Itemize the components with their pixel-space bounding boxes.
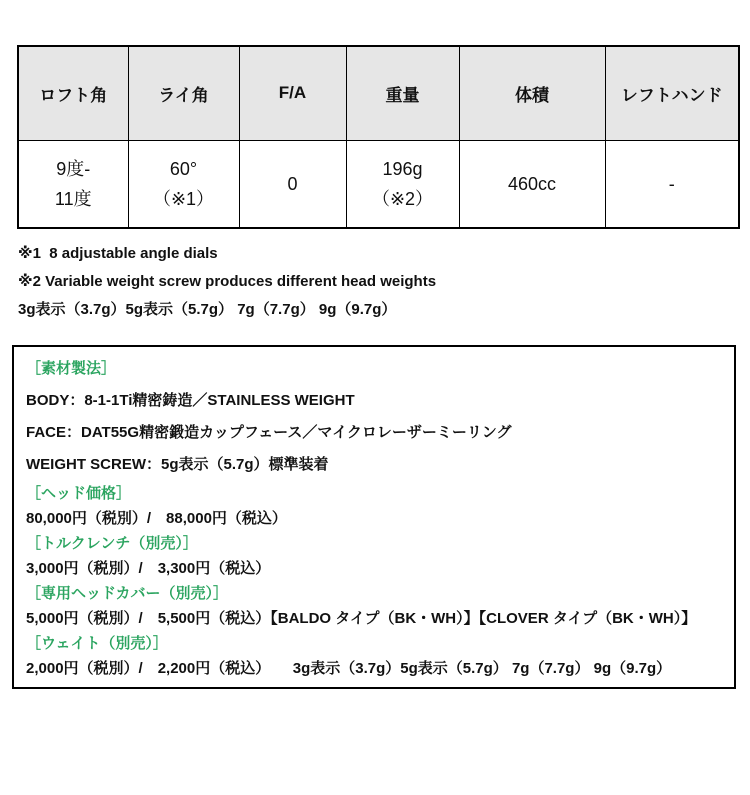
spec-value-line: （※2） [371,188,434,209]
detail-section [26,353,722,481]
spec-value-line: 60° [169,158,198,179]
detail-box [12,345,736,689]
spec-header-cell: レフトハンド [605,46,739,140]
spec-value-line: 460cc [507,173,557,194]
spec-value-cell [459,140,605,228]
detail-section-line: 3,000円（税別）/ 3,300円（税込） [26,560,271,577]
spec-value-cell [605,140,739,228]
detail-section-heading: ［ウェイト（別売）］ [26,635,168,652]
detail-section-heading: ［ヘッド価格］ [26,485,132,502]
spec-value-line: 11度 [54,188,92,209]
spec-value-cell [346,140,459,228]
spec-value-cell [18,140,128,228]
spec-header-cell: ロフト角 [18,46,128,140]
spec-value-cell [239,140,346,228]
footnote-line: ※1 8 adjustable angle dials [18,245,218,262]
spec-value-line: 196g [382,158,423,179]
spec-header-cell: ライ角 [128,46,239,140]
detail-section-line: 80,000円（税別）/ 88,000円（税込） [26,510,287,527]
spec-header-cell: 重量 [346,46,459,140]
spec-value-cell [128,140,239,228]
detail-section-line: 5,000円（税別）/ 5,500円（税込）【BALDO タイプ（BK・WH）】【CLOVER タイプ（BK・WH）】 [26,610,697,627]
spec-value-line: 0 [287,173,298,194]
detail-section-heading: ［素材製法］ [26,360,117,377]
spec-header-row [18,46,739,140]
spec-value-line: 9度- [56,158,91,179]
detail-section-line: 2,000円（税別）/ 2,200円（税込） 3g表示（3.7g）5g表示（5.7g） 7g（7.7g） 9g（9.7g） [26,660,672,677]
detail-section-heading: ［トルクレンチ（別売）］ [26,535,198,552]
footnote-line: 3g表示（3.7g）5g表示（5.7g） 7g（7.7g） 9g（9.7g） [18,301,397,318]
detail-section [26,581,722,631]
detail-section [26,631,722,681]
spec-value-row [18,140,739,228]
spec-table [17,45,740,229]
footnotes [18,245,750,319]
detail-section [26,531,722,581]
detail-section-line: WEIGHT SCREW：5g表示（5.7g）標準装着 [26,456,329,473]
spec-header-cell: 体積 [459,46,605,140]
detail-section [26,481,722,531]
detail-section-line: FACE：DAT55G精密鍛造カップフェース／マイクロレーザーミーリング [26,424,512,441]
spec-value-line: - [668,173,675,194]
detail-section-line: BODY：8-1-1Ti精密鋳造／STAINLESS WEIGHT [26,392,355,409]
spec-header-cell: F/A [239,46,346,140]
spec-value-line: （※1） [152,188,215,209]
detail-section-heading: ［専用ヘッドカバー（別売）］ [26,585,229,602]
footnote-line: ※2 Variable weight screw produces different head weights [18,273,437,290]
